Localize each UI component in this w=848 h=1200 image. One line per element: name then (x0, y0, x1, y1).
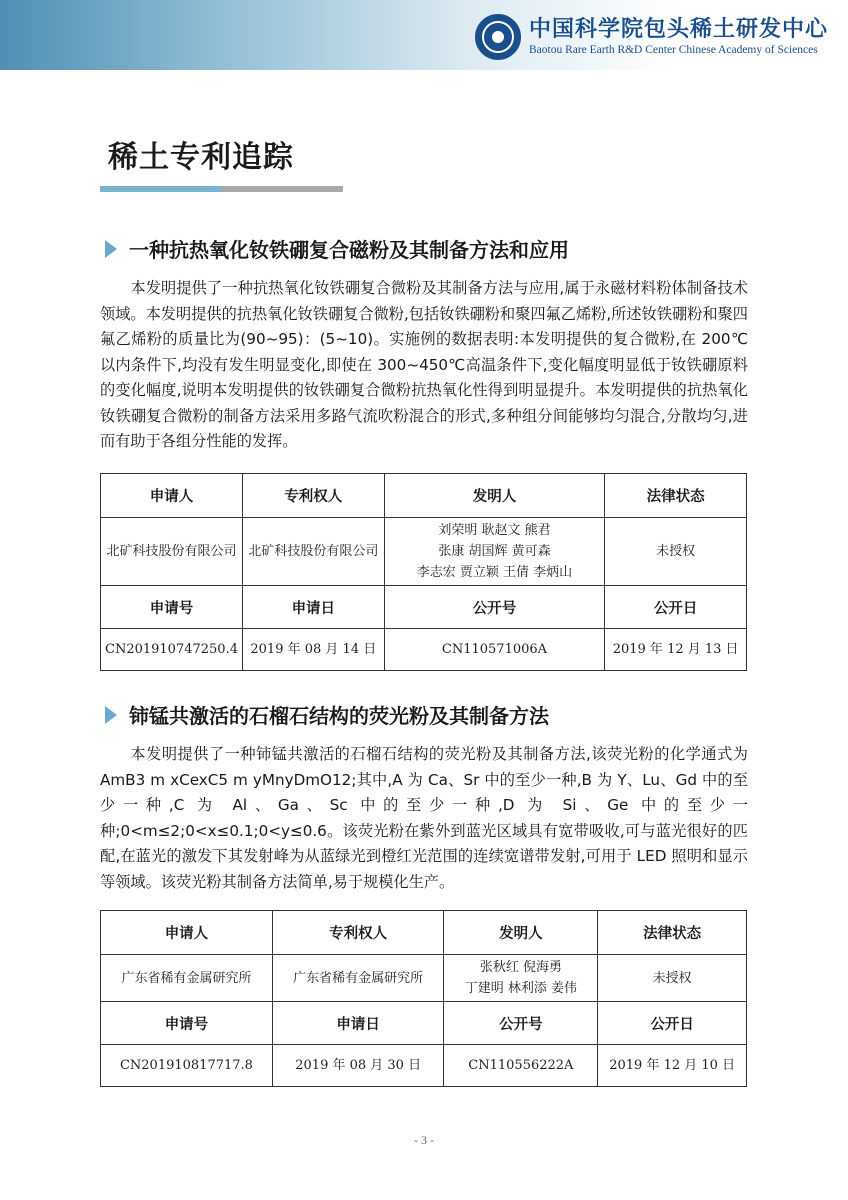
triangle-bullet-icon (105, 240, 117, 258)
patent-1-heading (105, 234, 569, 263)
header-pub-no: 公开号 (444, 1002, 598, 1045)
header-applicant: 申请人 (101, 911, 273, 955)
app-date-cell: 2019 年 08 月 30 日 (272, 1045, 444, 1087)
patentee-cell: 广东省稀有金属研究所 (272, 955, 444, 1002)
applicant-cell: 北矿科技股份有限公司 (101, 518, 243, 586)
triangle-bullet-icon (105, 706, 117, 724)
header-inventors: 发明人 (384, 474, 605, 518)
patentee-cell: 北矿科技股份有限公司 (242, 518, 384, 586)
pub-no-cell: CN110571006A (384, 629, 605, 671)
applicant-cell: 广东省稀有金属研究所 (101, 955, 273, 1002)
header-pub-no: 公开号 (384, 586, 605, 629)
header-legal-status: 法律状态 (598, 911, 747, 955)
header-app-date: 申请日 (242, 586, 384, 629)
patent-2-title: 铈锰共激活的石榴石结构的荧光粉及其制备方法 (129, 704, 549, 728)
header-app-no: 申请号 (101, 1002, 273, 1045)
header-pub-date: 公开日 (598, 1002, 747, 1045)
header-patentee: 专利权人 (242, 474, 384, 518)
header-inventors: 发明人 (444, 911, 598, 955)
cas-emblem-icon (475, 14, 521, 60)
inventor-line: 张秋红 倪海勇 (479, 960, 562, 975)
pub-no-cell: CN110556222A (444, 1045, 598, 1087)
org-logo (475, 12, 828, 62)
org-name-en: Baotou Rare Earth R&D Center Chinese Academy of Sciences (528, 44, 818, 56)
inventor-line: 李志宏 贾立颖 王倩 李炳山 (416, 565, 573, 580)
patent-1-abstract: 本发明提供了一种抗热氧化钕铁硼复合微粉及其制备方法与应用,属于永磁材料粉体制备技术领域。本发明提供的抗热氧化钕铁硼复合微粉,包括钕铁硼粉和聚四氟乙烯粉,所述钕铁硼粉和聚四氟乙烯粉的质量比为(90~95)：(5~10)。实施例的数据表明:本发明提供的复合微粉,在 200℃以内条件下,均没有发生明显变化,即使在 300~450℃高温条件下,变化幅度明显低于钕铁硼原料的变化幅度,说明本发明提供的钕铁硼复合微粉抗热氧化性得到明显提升。本发明提供的抗热氧化钕铁硼复合微粉的制备方法采用多路气流吹粉混合的形式,多种组分间能够均匀混合,分散均匀,进而有助于各组分性能的发挥。 (100, 279, 748, 450)
app-no-cell: CN201910747250.4 (101, 629, 243, 671)
patent-2-table (100, 910, 747, 1087)
patent-2-abstract: 本发明提供了一种铈锰共激活的石榴石结构的荧光粉及其制备方法,该荧光粉的化学通式为 AmB3 m xCexC5 m yMnyDmO12;其中,A 为 Ca、Sr 中的至少一种,B 为 Y、Lu、Gd 中的至少一种,C 为 Al、Ga、Sc 中的至少一种,D 为 Si、Ge 中的至少一种;0<m≤2;0<x≤0.1;0<y≤0.6。该荧光粉在紫外到蓝光区域具有宽带吸收,可与蓝光很好的匹配,在蓝光的激发下其发射峰为从蓝绿光到橙红光范围的连续宽谱带发射,可用于 LED 照明和显示等领域。该荧光粉其制备方法简单,易于规模化生产。 (100, 745, 748, 891)
inventor-line: 张康 胡国辉 黄可森 (438, 544, 551, 559)
header-pub-date: 公开日 (605, 586, 747, 629)
inventors-cell (444, 955, 598, 1002)
pub-date-cell: 2019 年 12 月 10 日 (598, 1045, 747, 1087)
page-number: - 3 - (414, 1133, 434, 1147)
app-no-cell: CN201910817717.8 (101, 1045, 273, 1087)
pub-date-cell: 2019 年 12 月 13 日 (605, 629, 747, 671)
patent-1-table (100, 473, 747, 671)
header-app-no: 申请号 (101, 586, 243, 629)
header-app-date: 申请日 (272, 1002, 444, 1045)
section-title: 稀土专利追踪 (108, 140, 294, 175)
inventors-cell (384, 518, 605, 586)
legal-status-cell: 未授权 (605, 518, 747, 586)
header-applicant: 申请人 (101, 474, 243, 518)
title-underline (100, 186, 343, 192)
inventor-line: 刘荣明 耿赵文 熊君 (438, 523, 551, 538)
patent-2-heading (105, 700, 549, 729)
org-name-cn: 中国科学院包头稀土研发中心 (528, 16, 828, 42)
inventor-line: 丁建明 林利添 姜伟 (464, 981, 578, 996)
header-legal-status: 法律状态 (605, 474, 747, 518)
header-patentee: 专利权人 (272, 911, 444, 955)
legal-status-cell: 未授权 (598, 955, 747, 1002)
patent-1-title: 一种抗热氧化钕铁硼复合磁粉及其制备方法和应用 (129, 238, 569, 262)
app-date-cell: 2019 年 08 月 14 日 (242, 629, 384, 671)
